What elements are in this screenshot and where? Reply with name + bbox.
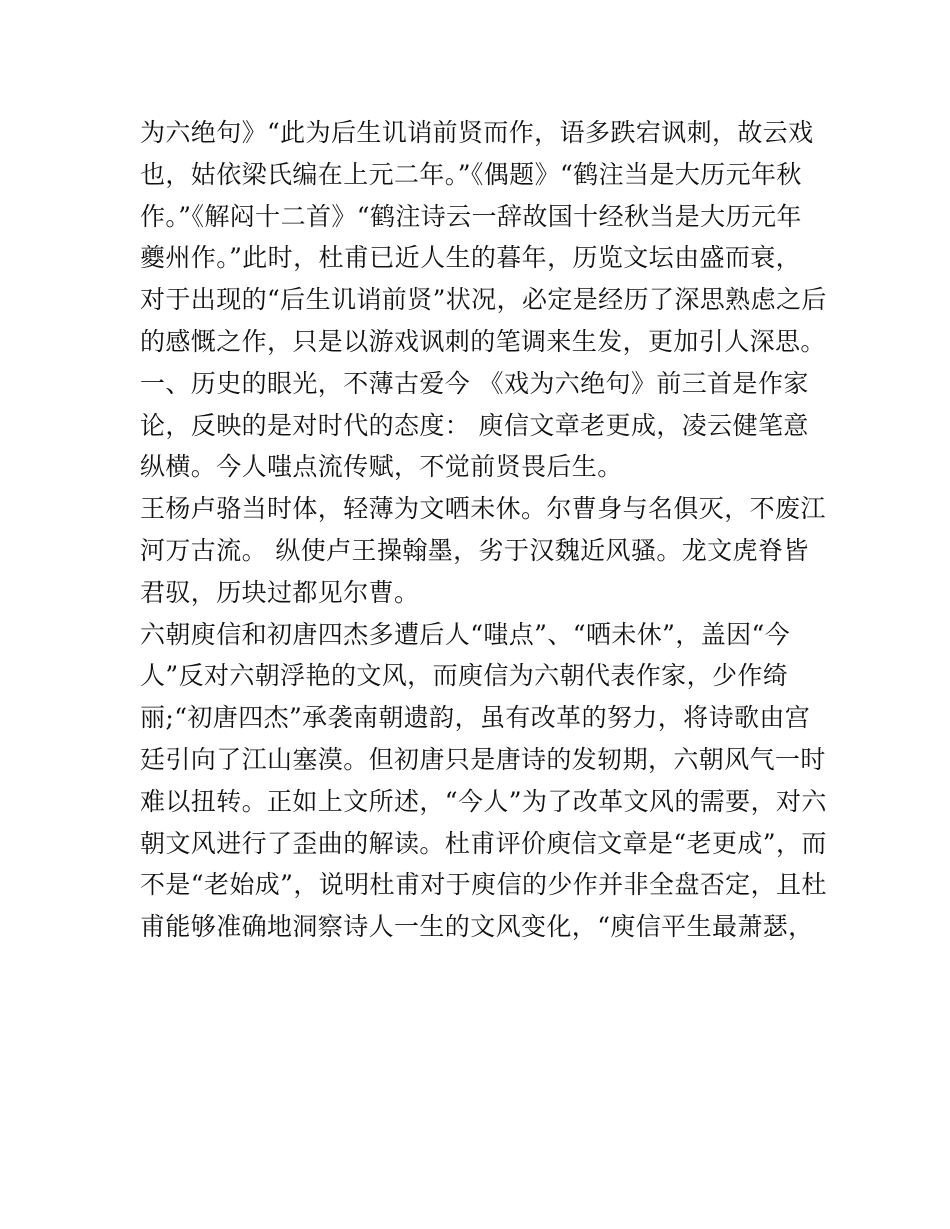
- text-line: 河万古流。 纵使卢王操翰墨，劣于汉魏近风骚。龙文虎脊皆: [140, 535, 809, 565]
- text-line: 作。”《解闷十二首》“鹤注诗云一辞故国十经秋当是大历元年: [140, 201, 802, 231]
- text-line: 也，姑依梁氏编在上元二年。”《偶题》“鹤注当是大历元年秋: [140, 159, 802, 189]
- text-line: 纵横。今人嗤点流传赋，不觉前贤畏后生。: [140, 452, 623, 482]
- body-text: [140, 112, 830, 948]
- text-line: 廷引向了江山塞漠。但初唐只是唐诗的发轫期，六朝风气一时: [140, 744, 826, 774]
- text-line: 不是“老始成”，说明杜甫对于庾信的少作并非全盘否定，且杜: [140, 870, 827, 900]
- text-line: 夔州作。”此时，杜甫已近人生的暮年，历览文坛由盛而衰，: [140, 243, 802, 273]
- text-line: 难以扭转。正如上文所述，“今人”为了改革文风的需要，对六: [140, 786, 827, 816]
- text-line: 六朝庾信和初唐四杰多遭后人“嗤点”、“哂未休”，盖因“今: [140, 619, 791, 649]
- text-line: 丽;“初唐四杰”承袭南朝遗韵，虽有改革的努力，将诗歌由宫: [140, 703, 811, 733]
- text-line: 对于出现的“后生讥诮前贤”状况，必定是经历了深思熟虑之后: [140, 285, 827, 315]
- text-line: 论，反映的是对时代的态度： 庾信文章老更成，凌云健笔意: [140, 410, 809, 440]
- text-line: 甫能够准确地洞察诗人一生的文风变化，“庾信平生最萧瑟，: [140, 912, 814, 942]
- text-line: 的感慨之作，只是以游戏讽刺的笔调来生发，更加引人深思。: [140, 326, 826, 356]
- text-line: 王杨卢骆当时体，轻薄为文哂未休。尔曹身与名俱灭，不废江: [140, 494, 826, 524]
- text-line: 朝文风进行了歪曲的解读。杜甫评价庾信文章是“老更成”，而: [140, 828, 827, 858]
- text-line: 为六绝句》“此为后生讥诮前贤而作，语多跌宕讽刺，故云戏: [140, 118, 814, 147]
- text-line: 一、历史的眼光，不薄古爱今 《戏为六绝句》前三首是作家: [140, 368, 809, 398]
- text-line: 君驭，历块过都见尔曹。: [140, 577, 420, 607]
- text-line: 人”反对六朝浮艳的文风，而庾信为六朝代表作家，少作绮: [140, 661, 789, 691]
